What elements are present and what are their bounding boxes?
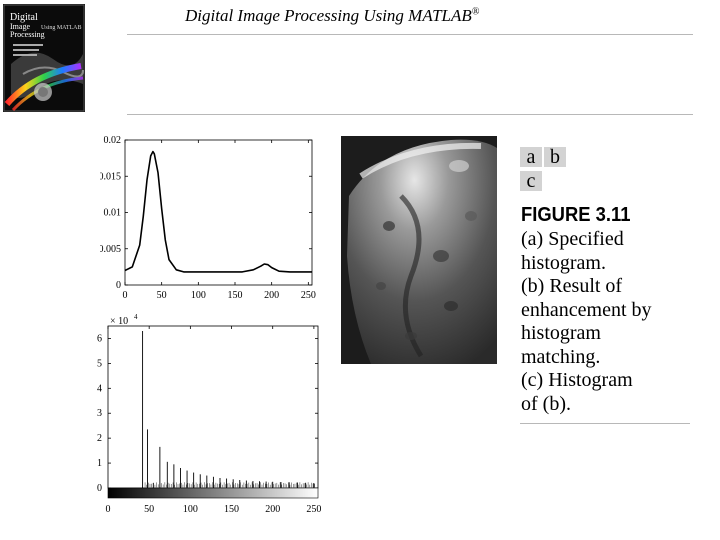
figure-label: FIGURE 3.11 <box>521 204 631 226</box>
registered-mark: ® <box>471 6 480 18</box>
caption-line: matching. <box>521 345 601 368</box>
y-tick-label: 3 <box>97 408 102 420</box>
series-line <box>125 152 312 272</box>
caption-rule <box>520 423 690 424</box>
cover-title-line-3: Processing <box>10 30 45 39</box>
x-tick-label: 150 <box>227 290 243 301</box>
y-tick-label: 0 <box>116 280 121 291</box>
x-tick-label: 100 <box>190 290 206 301</box>
x-tick-label: 0 <box>105 504 111 515</box>
x-tick-label: 250 <box>300 290 316 301</box>
enhanced-image <box>341 136 497 364</box>
cover-using-text: Using MATLAB <box>41 25 82 31</box>
cover-title-line-1: Digital <box>10 12 38 23</box>
panel-label-c: c <box>520 171 542 191</box>
x-tick-label: 200 <box>265 504 281 515</box>
y-tick-label: 2 <box>97 433 102 445</box>
panel-label-a: a <box>520 147 542 167</box>
x-tick-label: 250 <box>306 504 322 515</box>
caption-line: histogram. <box>521 251 606 274</box>
x-tick-label: 100 <box>182 504 198 515</box>
y-tick-label: 6 <box>97 333 102 345</box>
y-tick-label: 0.005 <box>100 243 121 255</box>
chart-result-histogram <box>88 312 328 522</box>
intensity-strip <box>108 488 318 498</box>
cover-title-line-2: Image <box>10 22 30 31</box>
caption-line: histogram <box>521 322 601 344</box>
page-title <box>185 6 479 26</box>
caption-line: of (b). <box>521 392 571 415</box>
x-tick-label: 150 <box>224 504 240 515</box>
header-rule-top <box>127 34 693 35</box>
caption-line: (c) Histogram <box>521 369 633 391</box>
header-rule-bottom <box>127 114 693 115</box>
y-tick-label: 1 <box>97 458 102 470</box>
y-tick-label: 0 <box>97 483 102 494</box>
caption-line: enhancement by <box>521 298 652 321</box>
plot-frame <box>108 326 318 488</box>
x-tick-label: 50 <box>144 504 155 515</box>
book-cover-image <box>3 4 85 112</box>
plot-frame <box>125 140 312 285</box>
y-tick-label: 0.01 <box>103 207 121 219</box>
y-tick-label: 4 <box>97 383 102 395</box>
figure-caption <box>521 228 701 416</box>
y-tick-label: 0.02 <box>103 135 121 146</box>
page-title-text: Digital Image Processing Using MATLAB <box>185 6 472 25</box>
caption-line: (a) Specified <box>521 228 624 250</box>
y-scale-exponent: 4 <box>134 313 138 321</box>
y-tick-label: 5 <box>97 358 102 370</box>
x-tick-label: 0 <box>122 290 128 301</box>
panel-label-b: b <box>544 147 566 167</box>
y-scale-label: × 10 <box>110 316 129 327</box>
chart-specified-histogram <box>100 130 320 305</box>
x-tick-label: 50 <box>156 290 167 301</box>
caption-line: (b) Result of <box>521 275 623 297</box>
x-tick-label: 200 <box>264 290 280 301</box>
y-tick-label: 0.015 <box>100 171 121 183</box>
